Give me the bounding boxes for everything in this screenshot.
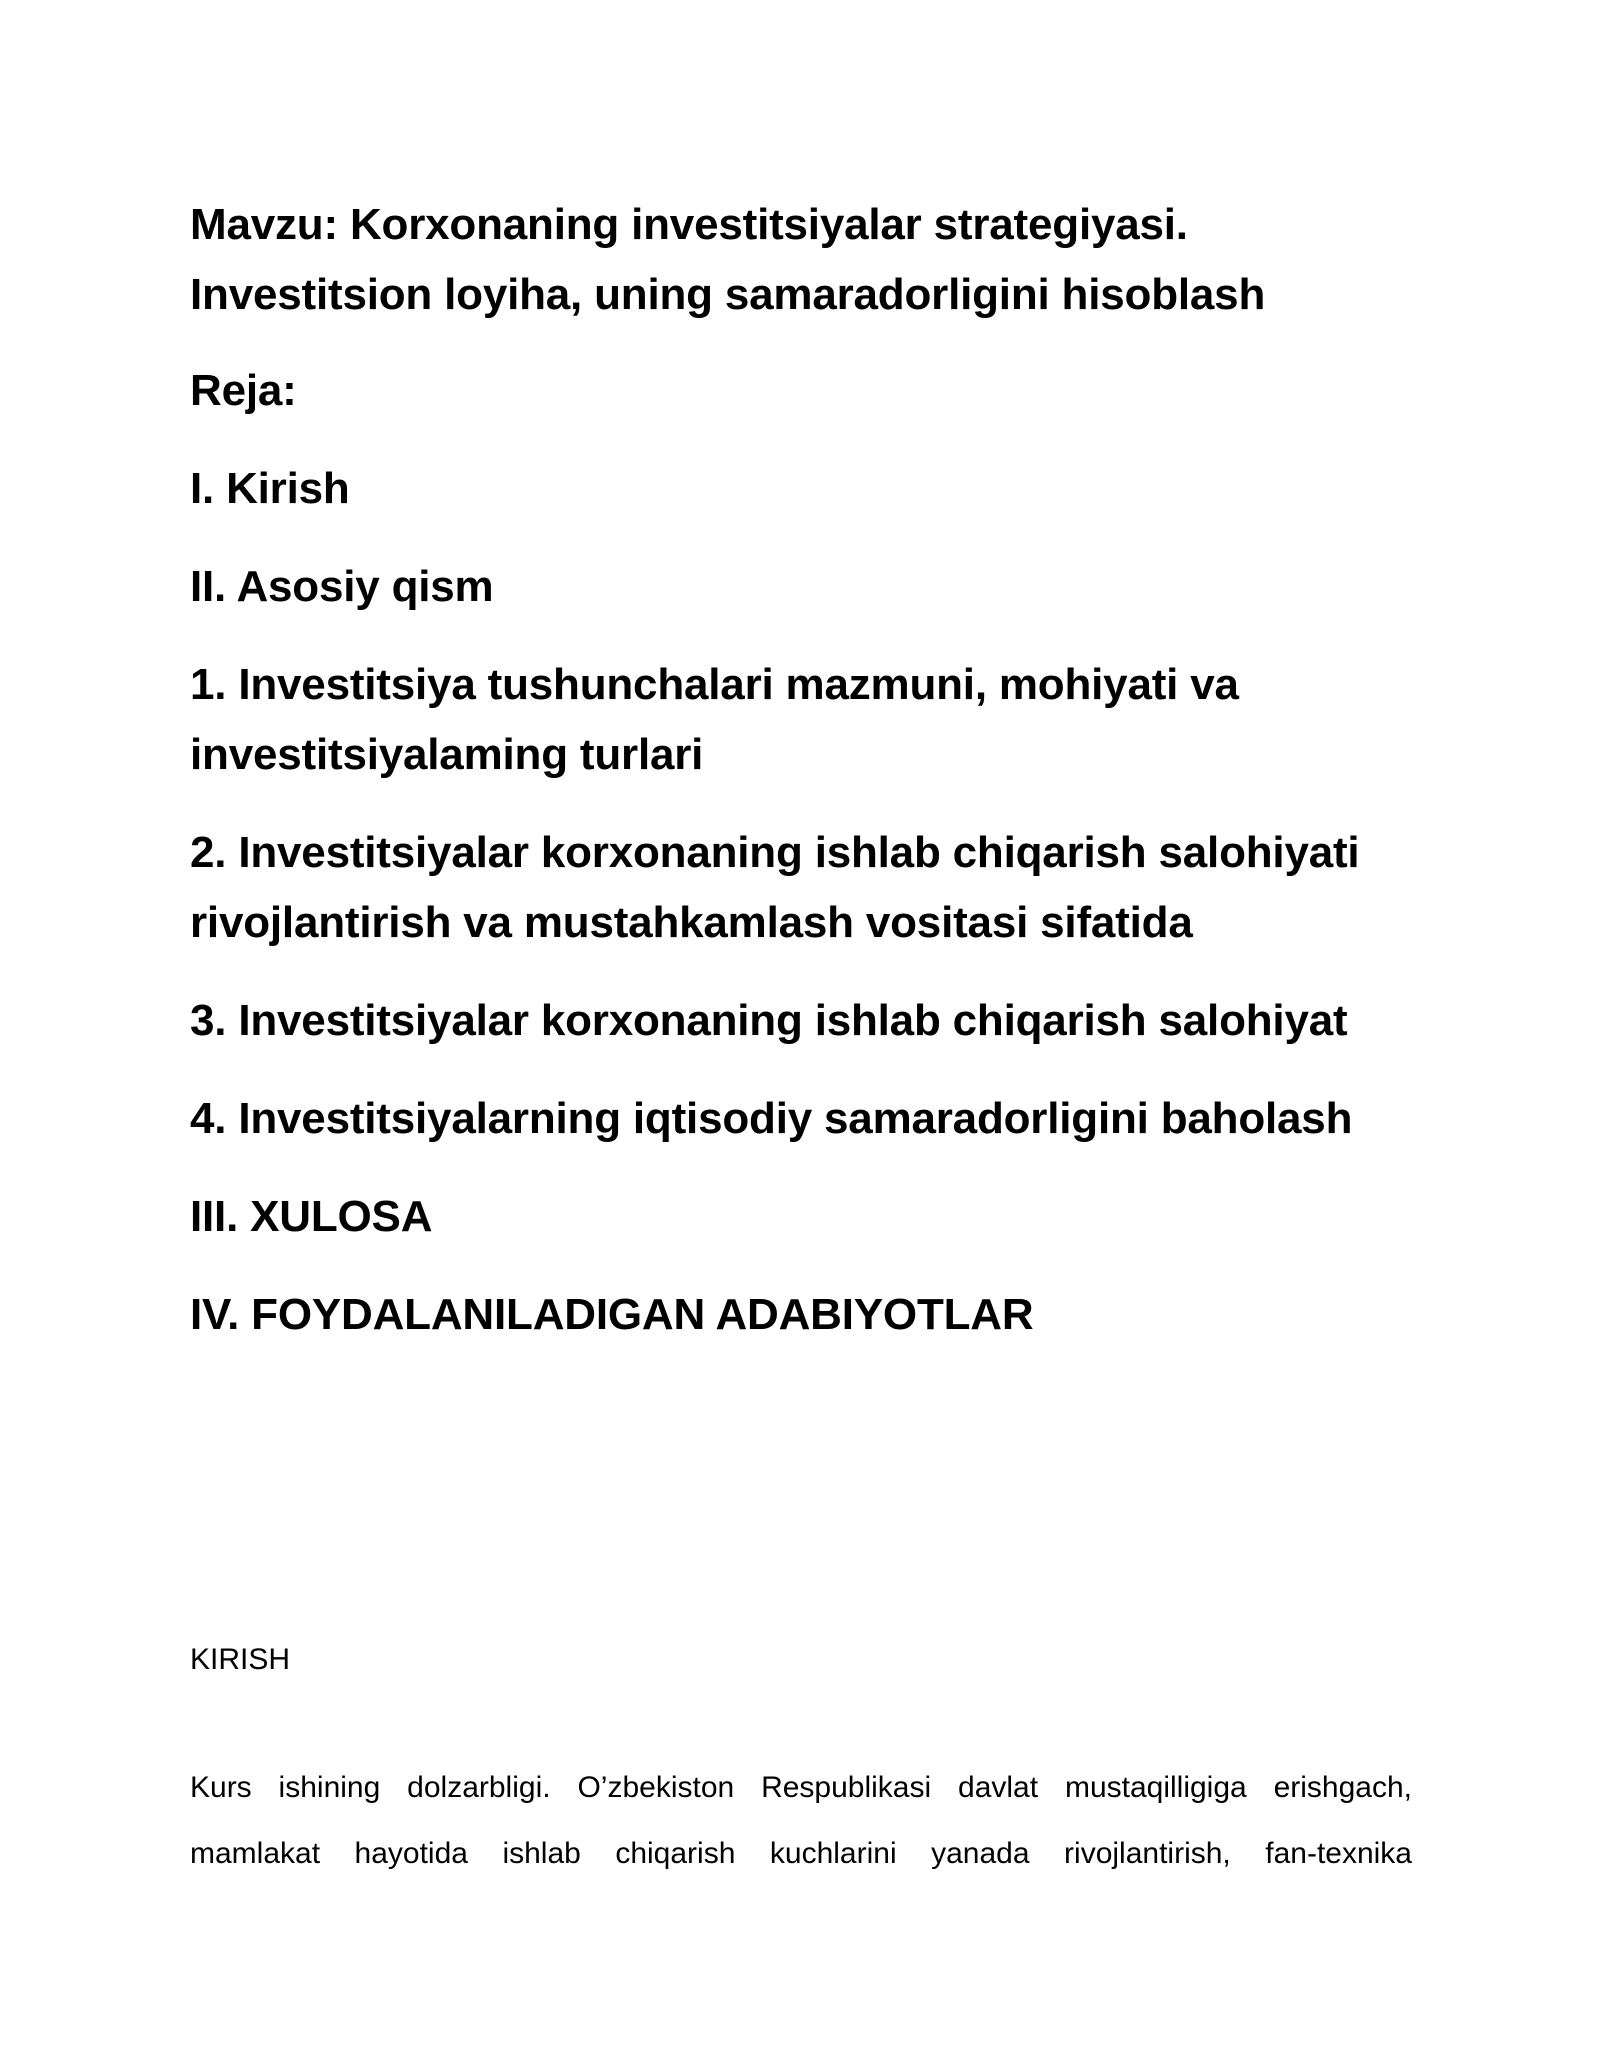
plan-item: IV. FOYDALANILADIGAN ADABIYOTLAR — [190, 1290, 1034, 1339]
plan-item: 2. Investitsiyalar korxonaning ishlab chiqarish salohiyati rivojlantirish va mustahkamlash vositasi sifatida — [190, 828, 1360, 947]
plan-list — [190, 454, 1420, 1350]
plan-item: I. Kirish — [190, 464, 350, 513]
plan-item: 4. Investitsiyalarning iqtisodiy samaradorligini baholash — [190, 1094, 1353, 1143]
plan-label: Reja: — [190, 366, 297, 415]
plan-item: II. Asosiy qism — [190, 562, 494, 611]
plan-item: 1. Investitsiya tushunchalari mazmuni, mohiyati va investitsiyalaming turlari — [190, 660, 1239, 779]
section-title-kirish: KIRISH — [190, 1643, 291, 1676]
plan-item: 3. Investitsiyalar korxonaning ishlab chiqarish salohiyat — [190, 996, 1348, 1045]
plan-item: III. XULOSA — [190, 1192, 433, 1241]
body-paragraph: Kurs ishining dolzarbligi. O’zbekiston Respublikasi davlat mustaqilligiga erishgach, mamlakat hayotida ishlab chiqarish kuchlarini yanada rivojlantirish, fan-texnika — [190, 1771, 1412, 1870]
document-content — [190, 190, 1420, 1378]
document-title: Mavzu: Korxonaning investitsiyalar strategiyasi. Investitsion loyiha, uning samaradorligini hisoblash — [190, 200, 1266, 319]
